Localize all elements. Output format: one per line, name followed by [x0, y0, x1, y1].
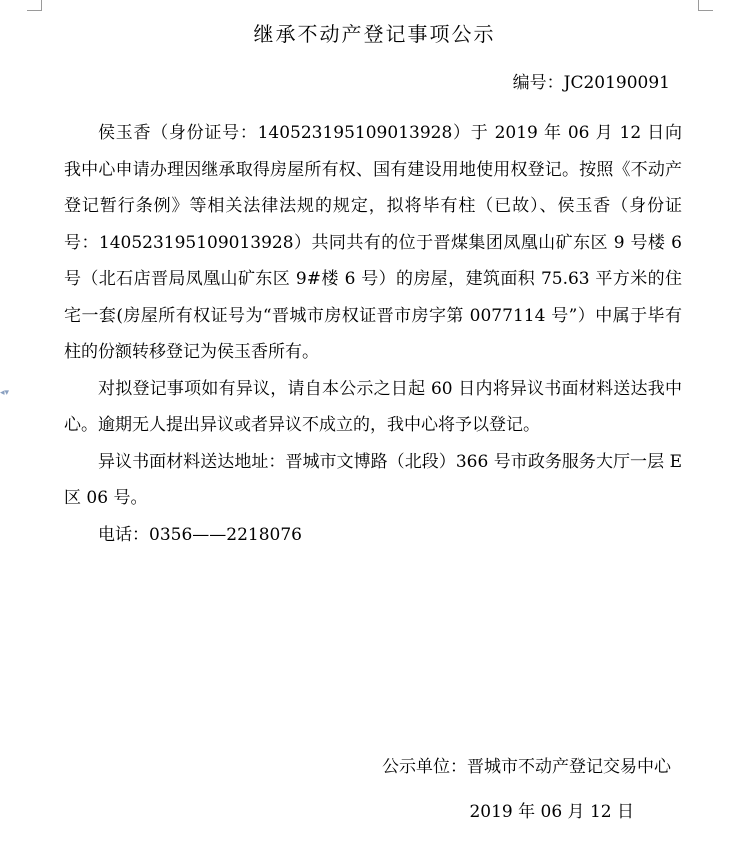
paragraph-objection: 对拟登记事项如有异议，请自本公示之日起 60 日内将异议书面材料送达我中心。逾期无人提出异议或者异议不成立的，我中心将予以登记。	[64, 378, 682, 435]
phone-line: 电话：0356——2218076	[98, 524, 302, 545]
paragraph-address: 异议书面材料送达地址：晋城市文博路（北段）366 号市政务服务大厅一层 E 区 06 号。	[64, 451, 682, 508]
paragraph-main: 侯玉香（身份证号：140523195109013928）于 2019 年 06 月 12 日向我中心申请办理因继承取得房屋所有权、国有建设用地使用权登记。按照《不动产登记暂行条例》等相关法律法规的规定，拟将毕有柱（已故）、侯玉香（身份证号：140523195109013928）共同共有的位于晋煤集团凤凰山矿东区 9 号楼 6 号（北石店晋局凤凰山矿东区 9#楼 6 号）的房屋，建筑面积 75.63 平方米的住宅一套(房屋所有权证号为“晋城市房权证晋市房字第 0077114 号”）中属于毕有柱的份额转移登记为侯玉香所有。	[64, 123, 682, 362]
document-body	[64, 115, 682, 553]
page-corner-mark-left	[27, 0, 42, 11]
document-title: 继承不动产登记事项公示	[253, 22, 496, 46]
signature-date: 2019 年 06 月 12 日	[469, 802, 634, 822]
page-corner-mark-right	[698, 0, 713, 11]
margin-marker-icon: ◂▾	[0, 388, 10, 398]
signature-unit: 公示单位：晋城市不动产登记交易中心	[382, 757, 671, 777]
document-number: 编号：JC20190091	[512, 73, 670, 93]
